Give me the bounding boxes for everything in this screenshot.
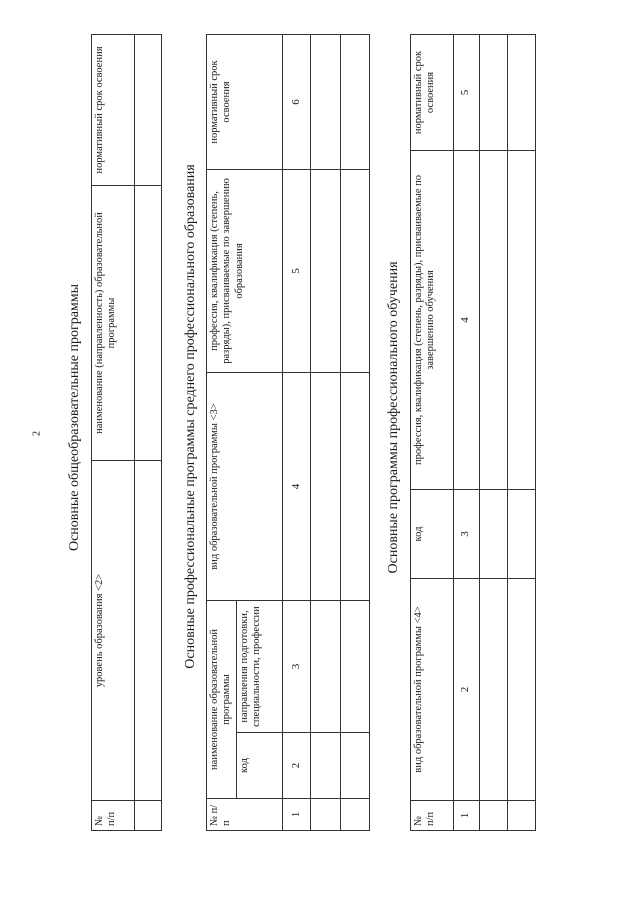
table-cell [310, 733, 340, 799]
table-cell [310, 34, 340, 169]
column-header-number: № п/п [206, 799, 282, 831]
column-number: 3 [282, 601, 310, 733]
table-cell [479, 801, 507, 831]
table-cell [340, 170, 369, 373]
column-header-term: нормативный срок освоения [206, 34, 282, 169]
table-cell [310, 373, 340, 601]
table-cell [134, 801, 161, 831]
column-header-code: код [236, 733, 282, 799]
column-header-qualification: профессия, квалификация (степень, разряды), присваиваемые по завершению образования [206, 170, 282, 373]
table-cell [134, 34, 161, 185]
column-number: 4 [453, 151, 479, 490]
column-number: 2 [282, 733, 310, 799]
page-number: 2 [31, 431, 43, 436]
column-header-level: уровень образования <2> [91, 461, 134, 801]
table-cell [479, 579, 507, 801]
table-cell [507, 579, 535, 801]
general-programs-table [61, 34, 162, 831]
spo-programs-table [178, 34, 370, 831]
table-cell [310, 170, 340, 373]
column-header-program-type: вид образовательной программы <4> [410, 579, 453, 801]
table-cell [507, 801, 535, 831]
table-cell [340, 799, 369, 831]
table-cell [340, 733, 369, 799]
column-number: 4 [282, 373, 310, 601]
table-cell [310, 799, 340, 831]
column-number: 3 [453, 490, 479, 579]
general-programs-title: Основные общеобразовательные программы [67, 283, 83, 552]
column-header-term: нормативный срок освоения [410, 34, 453, 150]
column-number: 1 [453, 801, 479, 831]
table-cell [507, 34, 535, 150]
table-cell [134, 461, 161, 801]
column-header-term: нормативный срок освоения [91, 34, 134, 185]
table-cell [340, 601, 369, 733]
column-header-qualification: профессия, квалификация (степень, разряды), присваиваемые по завершению обучения [410, 151, 453, 490]
professional-training-title: Основные программы профессионального обучения [386, 261, 402, 574]
spo-programs-title: Основные профессиональные программы среднего профессионального образования [183, 164, 199, 669]
table-cell [479, 151, 507, 490]
column-number: 2 [453, 579, 479, 801]
table-cell [134, 186, 161, 461]
column-number: 6 [282, 34, 310, 169]
column-header-direction: направления подготовки, специальности, профессии [236, 601, 282, 733]
column-header-number: № п/п [91, 801, 134, 831]
table-cell [507, 151, 535, 490]
column-number: 5 [453, 34, 479, 150]
professional-training-table [380, 34, 536, 831]
column-header-program-type: вид образовательной программы <3> [206, 373, 282, 601]
table-cell [340, 373, 369, 601]
column-number: 5 [282, 170, 310, 373]
table-cell [310, 601, 340, 733]
column-header-program-name: наименование образовательной программы [206, 601, 236, 799]
column-number: 1 [282, 799, 310, 831]
table-cell [479, 490, 507, 579]
table-cell [479, 34, 507, 150]
column-header-program-name: наименование (направленность) образовательной программы [91, 186, 134, 461]
column-header-number: № п/п [410, 801, 453, 831]
table-cell [340, 34, 369, 169]
table-cell [507, 490, 535, 579]
column-header-code: код [410, 490, 453, 579]
